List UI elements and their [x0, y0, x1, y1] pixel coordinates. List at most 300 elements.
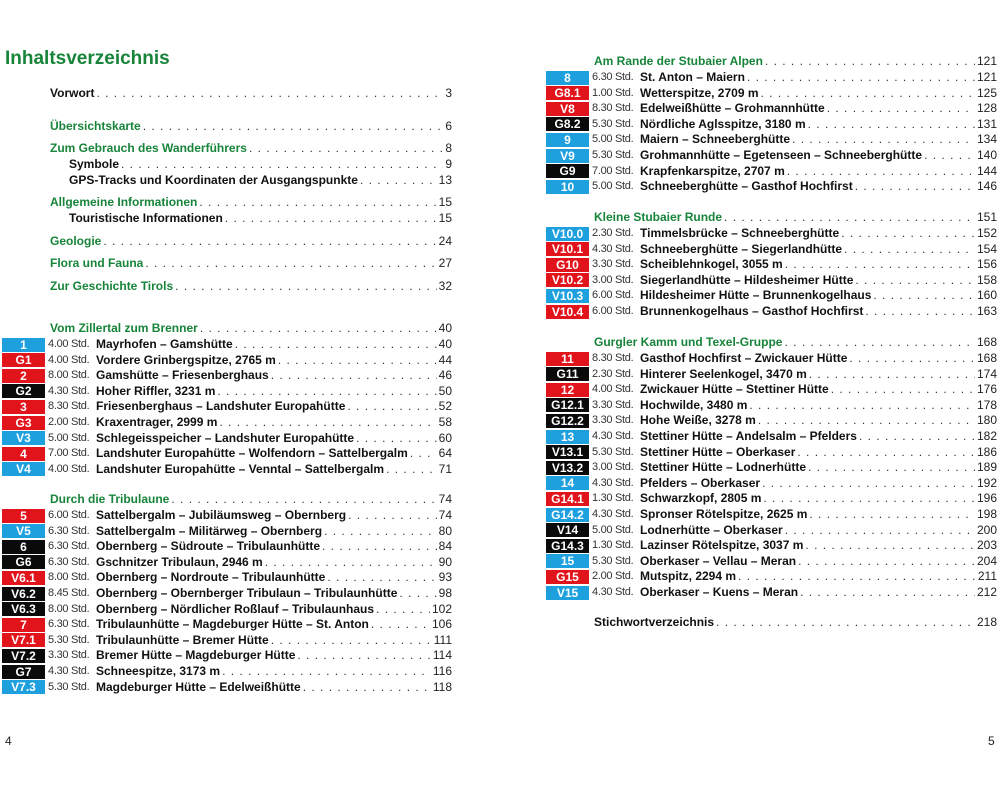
tour-number-badge: 14 [546, 476, 589, 490]
page-ref: 50 [438, 383, 452, 398]
tour-name: Gamshütte – Friesenberghaus [96, 368, 269, 383]
tour-entry[interactable] [2, 617, 452, 632]
tour-entry[interactable] [2, 508, 452, 523]
tour-name: Nördliche Aglsspitze, 3180 m [640, 116, 806, 131]
dot-leader [800, 585, 975, 600]
toc-entry[interactable] [50, 234, 452, 249]
tour-entry[interactable] [546, 445, 997, 460]
dot-leader [849, 351, 975, 366]
tour-entry[interactable] [546, 148, 997, 163]
tour-name: Gschnitzer Tribulaun, 2946 m [96, 554, 263, 569]
dot-leader [143, 119, 444, 134]
dot-leader [356, 431, 437, 446]
tour-number-badge: 12 [546, 383, 589, 397]
tour-entry[interactable] [546, 351, 997, 366]
page-ref: 60 [438, 430, 452, 445]
page-ref: 52 [438, 399, 452, 414]
toc-entry[interactable] [50, 86, 452, 101]
tour-number-badge: V10.1 [546, 242, 589, 256]
tour-entry[interactable] [546, 132, 997, 147]
dot-leader [217, 384, 436, 399]
tour-name: Scheiblehnkogel, 3055 m [640, 257, 783, 272]
tour-name: Obernberg – Obernberger Tribulaun – Tribulaunhütte [96, 586, 398, 600]
dot-leader [348, 508, 437, 523]
tour-entry[interactable] [546, 491, 997, 506]
tour-number-badge: V13.2 [546, 461, 589, 475]
tour-name: Edelweißhütte – Grohmannhütte [640, 101, 825, 116]
tour-number-badge: G11 [546, 367, 589, 381]
tour-number-badge: G2 [2, 384, 45, 398]
tour-number-badge: G1 [2, 353, 45, 367]
tour-number-badge: V10.2 [546, 273, 589, 287]
tour-name: Friesenberghaus – Landshuter Europahütte [96, 399, 346, 414]
dot-leader [322, 539, 437, 554]
page-ref: 182 [976, 429, 997, 443]
tour-entry[interactable] [2, 431, 452, 446]
walking-time: 5.00 Std. [48, 431, 90, 444]
tour-name: Spronser Rötelspitze, 2625 m [640, 507, 808, 521]
tour-entry[interactable] [2, 337, 452, 352]
dot-leader [841, 226, 975, 241]
page-ref: 121 [976, 70, 997, 84]
tour-name: Pfelders – Oberkaser [640, 475, 761, 490]
dot-leader [798, 554, 975, 569]
tour-number-badge: G8.1 [546, 86, 589, 100]
tour-entry[interactable] [546, 164, 997, 179]
page-ref: 114 [432, 648, 452, 663]
dot-leader [787, 164, 975, 179]
dot-leader [792, 132, 975, 147]
tour-entry[interactable] [546, 226, 997, 241]
tour-name: Grohmannhütte – Egetenseen – Schneeberghütte [640, 148, 923, 162]
walking-time: 2.00 Std. [592, 570, 634, 583]
dot-leader [376, 602, 430, 617]
tour-entry[interactable] [546, 398, 997, 413]
toc-entry[interactable] [50, 195, 452, 210]
dot-leader [809, 507, 975, 522]
tour-name: St. Anton – Maiern [640, 70, 745, 84]
page-ref: 71 [438, 461, 452, 476]
tour-number-badge: V6.2 [2, 587, 45, 601]
tour-name: Schneespitze, 3173 m [96, 664, 221, 678]
dot-leader [399, 586, 436, 601]
tour-entry[interactable] [2, 648, 452, 663]
page-ref: 180 [976, 413, 997, 428]
tour-name: Landshuter Europahütte – Wolfendorn – Sattelbergalm [96, 446, 408, 461]
tour-number-badge: 5 [2, 509, 45, 523]
dot-leader [785, 523, 975, 538]
walking-time: 6.30 Std. [48, 618, 90, 631]
tour-entry[interactable] [2, 399, 452, 414]
section-heading[interactable] [594, 210, 997, 225]
toc-entry[interactable] [50, 279, 452, 294]
tour-number-badge: V7.2 [2, 649, 45, 663]
page-ref: 152 [976, 226, 997, 240]
dot-leader [808, 117, 975, 132]
dot-leader [844, 242, 975, 257]
dot-leader [738, 569, 976, 584]
page-ref: 90 [438, 554, 452, 569]
page-ref: 203 [976, 538, 997, 553]
tour-entry[interactable] [546, 288, 997, 303]
tour-entry[interactable] [546, 367, 997, 382]
dot-leader [222, 664, 431, 679]
walking-time: 8.00 Std. [48, 571, 90, 584]
page-ref: 144 [976, 163, 997, 178]
page-ref: 118 [432, 679, 452, 694]
page-ref: 131 [976, 116, 997, 131]
dot-leader [831, 382, 975, 397]
walking-time: 8.30 Std. [48, 400, 90, 413]
tour-entry[interactable] [546, 117, 997, 132]
page-ref: 211 [977, 569, 997, 584]
tour-entry[interactable] [546, 101, 997, 116]
tour-name: Oberkaser – Vellau – Meran [640, 553, 797, 568]
tour-name: Sattelbergalm – Jubiläumsweg – Obernberg [96, 508, 347, 522]
toc-entry-label: Vorwort [50, 86, 95, 100]
section-title: Am Rande der Stubaier Alpen [594, 54, 763, 68]
tour-name: Maiern – Schneeberghütte [640, 132, 791, 147]
tour-number-badge: G7 [2, 665, 45, 679]
dot-leader [371, 617, 430, 632]
page-ref: 189 [976, 460, 997, 475]
section-title: Gurgler Kamm und Texel-Gruppe [594, 335, 783, 349]
tour-number-badge: 2 [2, 369, 45, 383]
dot-leader [121, 157, 443, 172]
tour-number-badge: G9 [546, 164, 589, 178]
dot-leader [805, 538, 975, 553]
tour-entry[interactable] [2, 384, 452, 399]
walking-time: 8.00 Std. [48, 602, 90, 615]
walking-time: 5.00 Std. [592, 180, 634, 193]
tour-name: Magdeburger Hütte – Edelweißhütte [96, 679, 301, 694]
dot-leader [347, 399, 436, 414]
tour-entry[interactable] [546, 476, 997, 491]
page-ref: 168 [976, 335, 997, 349]
tour-number-badge: 3 [2, 400, 45, 414]
dot-leader [827, 101, 975, 116]
page-ref: 106 [431, 617, 452, 632]
walking-time: 5.30 Std. [592, 445, 634, 458]
section-heading[interactable] [594, 54, 997, 69]
page-ref: 168 [976, 351, 997, 365]
dot-leader [410, 446, 437, 461]
tour-name: Brunnenkogelhaus – Gasthof Hochfirst [640, 304, 864, 318]
tour-number-badge: V9 [546, 149, 589, 163]
toc-entry-index[interactable] [594, 615, 997, 630]
walking-time: 3.30 Std. [592, 258, 634, 271]
toc-subentry-label: Symbole [69, 157, 120, 171]
page-ref: 174 [976, 366, 997, 381]
dot-leader [758, 413, 975, 428]
dot-leader [873, 288, 975, 303]
dot-leader [96, 86, 443, 101]
tour-number-badge: 9 [546, 133, 589, 147]
tour-entry[interactable] [546, 257, 997, 272]
walking-time: 3.30 Std. [48, 649, 90, 662]
tour-number-badge: G8.2 [546, 117, 589, 131]
dot-leader [303, 680, 431, 695]
tour-name: Schneeberghütte – Gasthof Hochfirst [640, 179, 853, 194]
tour-entry[interactable] [546, 273, 997, 288]
tour-number-badge: G10 [546, 258, 589, 272]
toc-entry[interactable] [50, 141, 452, 156]
tour-number-badge: V7.3 [2, 680, 45, 694]
dot-leader [808, 460, 975, 475]
walking-time: 4.30 Std. [592, 586, 634, 598]
toc-entry[interactable] [50, 119, 452, 134]
walking-time: 5.30 Std. [48, 680, 90, 693]
tour-name: Hochwilde, 3480 m [640, 397, 748, 412]
tour-number-badge: G14.1 [546, 492, 589, 506]
page-title: Inhaltsverzeichnis [5, 48, 170, 69]
page-ref: 121 [976, 54, 997, 68]
tour-entry[interactable] [546, 507, 997, 522]
tour-entry[interactable] [2, 415, 452, 430]
tour-name: Lodnerhütte – Oberkaser [640, 522, 783, 537]
tour-name: Vordere Grinbergspitze, 2765 m [96, 352, 276, 367]
dot-leader [765, 54, 975, 69]
page-ref: 218 [976, 615, 997, 629]
tour-entry[interactable] [546, 523, 997, 538]
page-ref: 163 [976, 304, 997, 318]
dot-leader [297, 648, 430, 663]
tour-entry[interactable] [546, 429, 997, 444]
dot-leader [855, 273, 975, 288]
tour-name: Lazinser Rötelspitze, 3037 m [640, 538, 804, 553]
tour-name: Krapfenkarspitze, 2707 m [640, 163, 785, 178]
tour-number-badge: V4 [2, 462, 45, 476]
dot-leader [716, 615, 975, 630]
dot-leader [175, 279, 436, 294]
tour-name: Bremer Hütte – Magdeburger Hütte [96, 648, 296, 663]
tour-name: Wetterspitze, 2709 m [640, 85, 759, 100]
page-ref: 204 [976, 553, 997, 568]
tour-number-badge: V3 [2, 431, 45, 445]
dot-leader [865, 304, 975, 319]
tour-number-badge: 13 [546, 430, 589, 444]
tour-name: Hoher Riffler, 3231 m [96, 383, 216, 398]
walking-time: 5.30 Std. [592, 554, 634, 567]
page-ref: 196 [976, 491, 997, 506]
page-ref: 200 [976, 522, 997, 537]
page-number-right: 5 [988, 734, 995, 748]
page-ref: 178 [976, 397, 997, 412]
walking-time: 4.30 Std. [48, 384, 90, 397]
walking-time: 5.00 Std. [592, 133, 634, 146]
page-ref: 27 [438, 256, 452, 270]
tour-name: Schneeberghütte – Siegerlandhütte [640, 241, 843, 256]
dot-leader [199, 195, 436, 210]
walking-time: 6.00 Std. [592, 289, 634, 302]
page-ref: 74 [438, 508, 452, 522]
page-ref: 46 [438, 368, 452, 383]
walking-time: 5.30 Std. [48, 633, 90, 646]
section-heading[interactable] [594, 335, 997, 350]
walking-time: 6.30 Std. [592, 71, 634, 83]
toc-subentry[interactable] [50, 211, 452, 226]
tour-number-badge: 8 [546, 71, 589, 85]
page-ref: 151 [976, 210, 997, 224]
walking-time: 4.30 Std. [592, 476, 634, 489]
toc-subentry-label: GPS-Tracks und Koordinaten der Ausgangspunkte [69, 173, 358, 187]
page-ref: 9 [445, 157, 452, 171]
tour-number-badge: G14.3 [546, 539, 589, 553]
walking-time: 4.30 Std. [592, 430, 634, 442]
tour-number-badge: G15 [546, 570, 589, 584]
dot-leader [271, 368, 437, 383]
toc-entry[interactable] [50, 256, 452, 271]
walking-time: 6.30 Std. [48, 524, 90, 537]
tour-number-badge: V8 [546, 102, 589, 116]
dot-leader [785, 257, 975, 272]
dot-leader [278, 353, 437, 368]
tour-number-badge: V5 [2, 524, 45, 538]
tour-entry[interactable] [546, 460, 997, 475]
tour-entry[interactable] [546, 569, 997, 584]
dot-leader [762, 476, 975, 491]
tour-number-badge: 10 [546, 180, 589, 194]
tour-number-badge: V15 [546, 586, 589, 600]
tour-number-badge: V6.1 [2, 571, 45, 585]
tour-entry[interactable] [2, 353, 452, 368]
tour-entry[interactable] [2, 664, 452, 679]
section-heading[interactable] [50, 492, 452, 507]
dot-leader [171, 492, 436, 507]
dot-leader [797, 445, 975, 460]
tour-entry[interactable] [546, 86, 997, 101]
page-ref: 128 [976, 101, 997, 116]
dot-leader [200, 321, 437, 336]
walking-time: 1.00 Std. [592, 86, 634, 99]
page-ref: 40 [438, 321, 452, 335]
walking-time: 6.00 Std. [592, 305, 634, 317]
tour-entry[interactable] [2, 570, 452, 585]
tour-entry[interactable] [2, 555, 452, 570]
toc-subentry[interactable] [50, 157, 452, 172]
tour-number-badge: G12.2 [546, 414, 589, 428]
tour-entry[interactable] [546, 242, 997, 257]
tour-number-badge: 6 [2, 540, 45, 554]
dot-leader [271, 633, 432, 648]
dot-leader [225, 211, 437, 226]
dot-leader [855, 179, 975, 194]
tour-name: Kraxentrager, 2999 m [96, 415, 218, 429]
tour-entry[interactable] [2, 446, 452, 461]
tour-entry[interactable] [546, 538, 997, 553]
section-heading[interactable] [50, 321, 452, 336]
walking-time: 7.00 Std. [48, 447, 90, 460]
page-ref: 84 [438, 539, 452, 554]
walking-time: 1.30 Std. [592, 492, 634, 505]
tour-number-badge: V10.3 [546, 289, 589, 303]
toc-entry-index-label: Stichwortverzeichnis [594, 615, 715, 629]
tour-number-badge: V13.1 [546, 445, 589, 459]
tour-name: Obernberg – Südroute – Tribulaunhütte [96, 539, 321, 554]
tour-name: Gasthof Hochfirst – Zwickauer Hütte [640, 351, 848, 365]
tour-number-badge: V10.4 [546, 305, 589, 319]
walking-time: 4.00 Std. [592, 383, 634, 396]
tour-name: Stettiner Hütte – Lodnerhütte [640, 460, 807, 475]
page-ref: 212 [976, 585, 997, 599]
tour-number-badge: V7.1 [2, 633, 45, 647]
tour-number-badge: G3 [2, 416, 45, 430]
page-ref: 24 [438, 234, 452, 248]
walking-time: 6.30 Std. [48, 540, 90, 553]
page-ref: 80 [438, 523, 452, 538]
dot-leader [784, 335, 974, 350]
tour-entry[interactable] [2, 586, 452, 601]
walking-time: 2.30 Std. [592, 227, 634, 239]
walking-time: 5.30 Std. [592, 149, 634, 161]
tour-entry[interactable] [546, 304, 997, 319]
tour-name: Timmelsbrücke – Schneeberghütte [640, 226, 840, 240]
page-ref: 58 [438, 415, 452, 429]
toc-subentry[interactable] [50, 173, 452, 188]
toc-entry-label: Flora und Fauna [50, 256, 144, 270]
walking-time: 4.30 Std. [48, 665, 90, 677]
toc-entry-label: Zur Geschichte Tirols [50, 279, 174, 293]
tour-entry[interactable] [546, 179, 997, 194]
tour-entry[interactable] [2, 462, 452, 477]
walking-time: 4.00 Std. [48, 338, 90, 350]
tour-number-badge: V14 [546, 523, 589, 537]
walking-time: 3.00 Std. [592, 273, 634, 286]
page-ref: 160 [976, 288, 997, 303]
tour-entry[interactable] [2, 368, 452, 383]
page-ref: 6 [445, 119, 452, 133]
tour-entry[interactable] [2, 680, 452, 695]
walking-time: 3.00 Std. [592, 461, 634, 474]
page-ref: 8 [445, 141, 452, 155]
page-ref: 140 [976, 148, 997, 162]
tour-name: Schwarzkopf, 2805 m [640, 491, 762, 506]
page-ref: 93 [438, 570, 452, 585]
page-ref: 192 [976, 475, 997, 490]
tour-entry[interactable] [2, 633, 452, 648]
tour-entry[interactable] [2, 602, 452, 617]
tour-entry[interactable] [546, 382, 997, 397]
walking-time: 3.30 Std. [592, 414, 634, 427]
page-ref: 64 [438, 446, 452, 461]
walking-time: 8.30 Std. [592, 102, 634, 115]
dot-leader [324, 524, 437, 539]
walking-time: 5.30 Std. [592, 117, 634, 130]
tour-name: Schlegeisspeicher – Landshuter Europahütte [96, 430, 355, 445]
walking-time: 4.30 Std. [592, 242, 634, 255]
toc-entry-label: Geologie [50, 234, 102, 248]
tour-number-badge: V6.3 [2, 602, 45, 616]
dot-leader [103, 234, 436, 249]
walking-time: 6.30 Std. [48, 555, 90, 568]
tour-entry[interactable] [546, 70, 997, 85]
tour-entry[interactable] [546, 554, 997, 569]
dot-leader [809, 367, 975, 382]
tour-entry[interactable] [2, 524, 452, 539]
tour-name: Tribulaunhütte – Bremer Hütte [96, 632, 269, 647]
tour-name: Siegerlandhütte – Hildesheimer Hütte [640, 272, 854, 287]
dot-leader [747, 70, 975, 85]
tour-name: Obernberg – Nordroute – Tribulaunhütte [96, 570, 326, 585]
walking-time: 2.00 Std. [48, 416, 90, 428]
tour-number-badge: 1 [2, 338, 45, 352]
page-ref: 125 [976, 85, 997, 100]
tour-entry[interactable] [2, 539, 452, 554]
page-ref: 158 [976, 272, 997, 287]
tour-entry[interactable] [546, 585, 997, 600]
tour-entry[interactable] [546, 413, 997, 428]
walking-time: 4.00 Std. [48, 462, 90, 475]
